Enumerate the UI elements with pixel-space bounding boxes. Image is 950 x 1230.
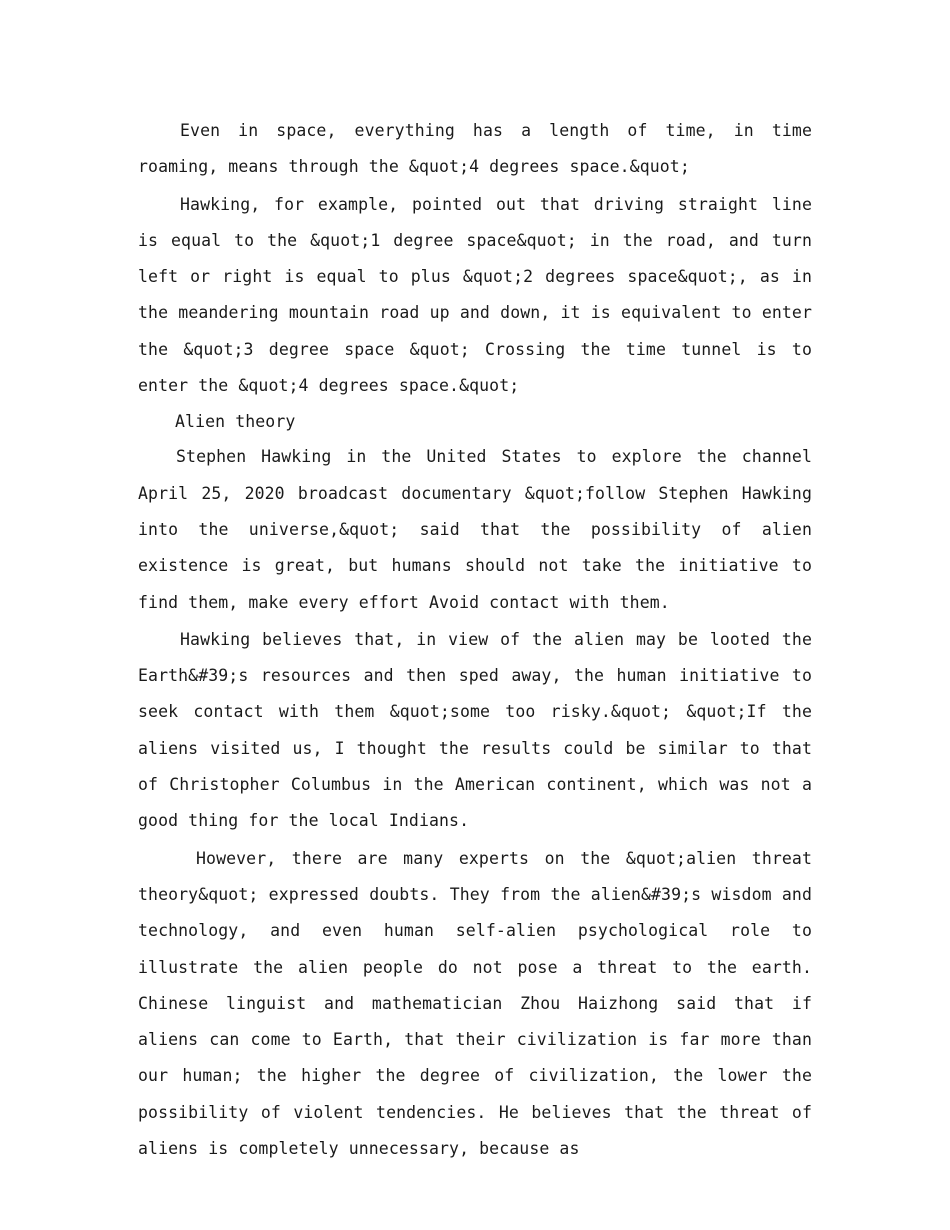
paragraph: Stephen Hawking in the United States to explore the channel April 25, 2020 broadcast documentary &quot;follow Stephen Hawking into the universe,&quot; said that the possibility of alien existence is great, but humans should not take the initiative to find them, make every effort Avoid contact with them.	[138, 447, 812, 612]
document-body	[138, 113, 812, 1168]
paragraph: Hawking believes that, in view of the alien may be looted the Earth&#39;s resources and then sped away, the human initiative to seek contact with them &quot;some too risky.&quot; &quot;If the aliens visited us, I thought the results could be similar to that of Christopher Columbus in the American continent, which was not a good thing for the local Indians.	[138, 629, 812, 831]
paragraph: Even in space, everything has a length of time, in time roaming, means through the &quot;4 degrees space.&quot;	[138, 121, 812, 177]
paragraph: Hawking, for example, pointed out that driving straight line is equal to the &quot;1 degree space&quot; in the road, and turn left or right is equal to plus &quot;2 degrees space&quot;, as in the meandering mountain road up and down, it is equivalent to enter the &quot;3 degree space &quot; Crossing the time tunnel is to enter the &quot;4 degrees space.&quot;	[138, 194, 812, 396]
section-heading: Alien theory	[175, 412, 296, 432]
paragraph: However, there are many experts on the &quot;alien threat theory&quot; expressed doubts. They from the alien&#39;s wisdom and technology, and even human self-alien psychological role to illustrate the alien people do not pose a threat to the earth. Chinese linguist and mathematician Zhou Haizhong said that if aliens can come to Earth, that their civilization is far more than our human; the higher the degree of civilization, the lower the possibility of violent tendencies. He believes that the threat of aliens is completely unnecessary, because as	[138, 848, 812, 1159]
